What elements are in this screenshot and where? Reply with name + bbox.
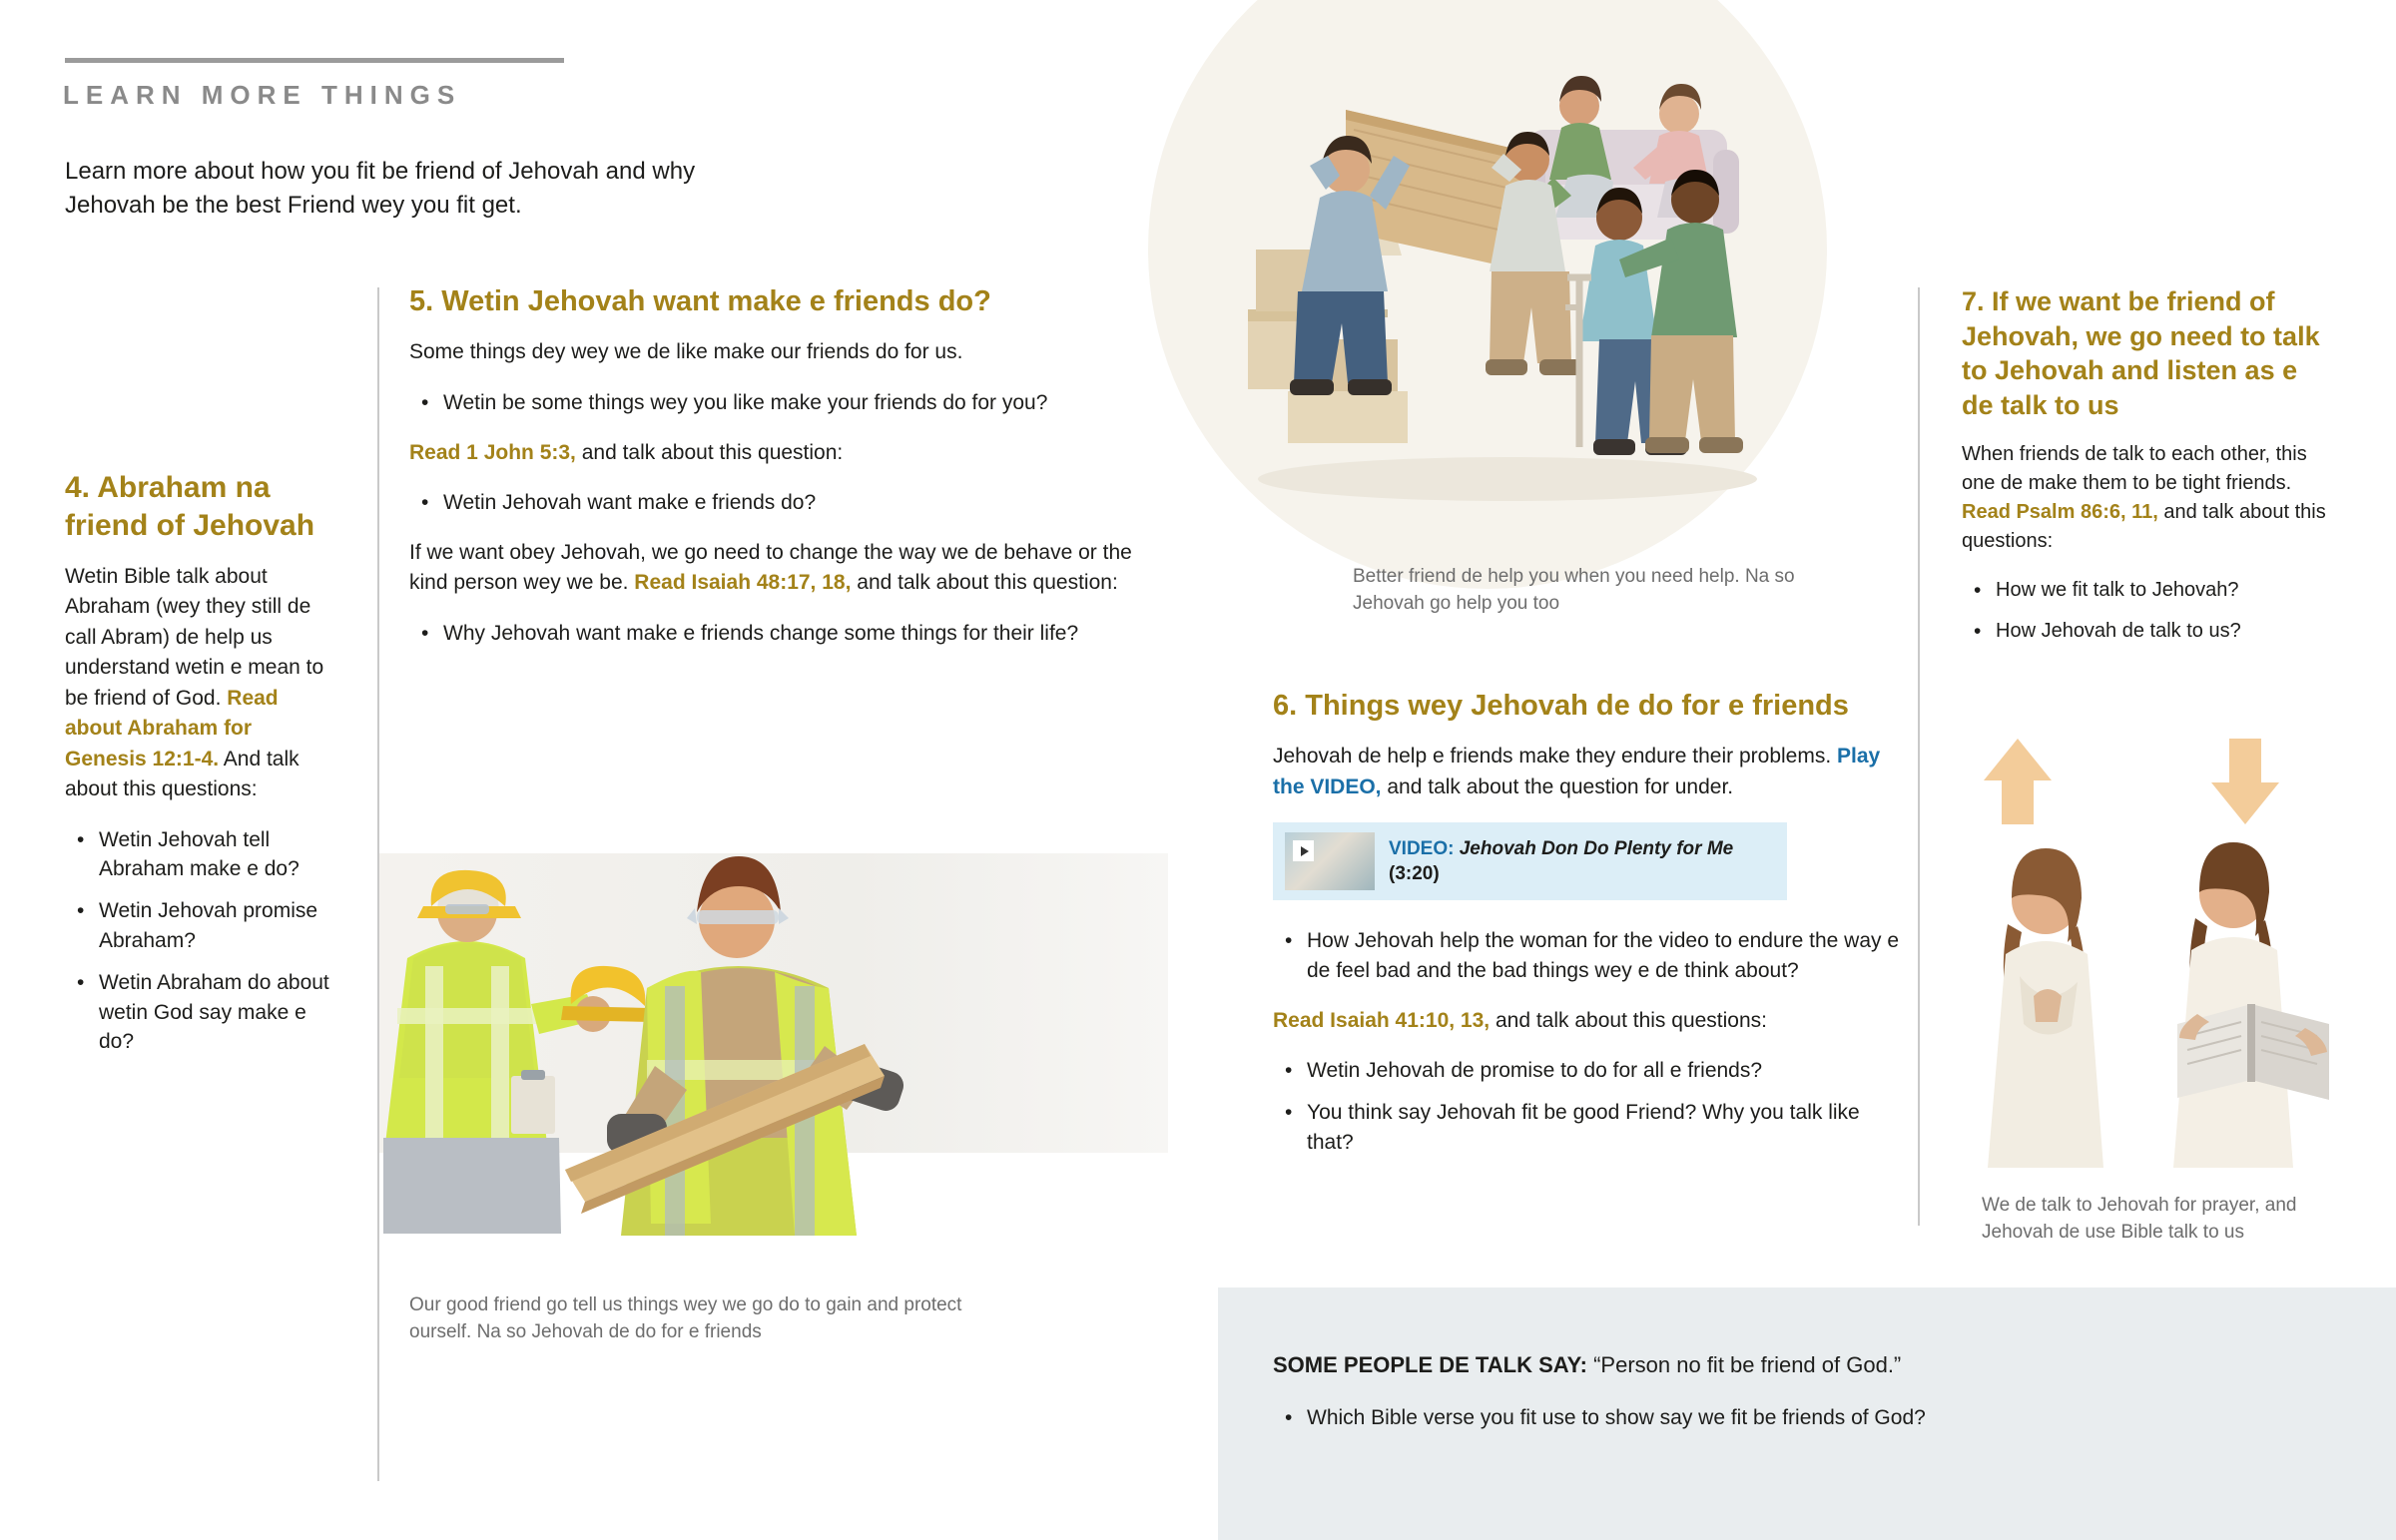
- section-5: [409, 284, 1138, 669]
- caption-prayer: We de talk to Jehovah for prayer, and Jehovah de use Bible talk to us: [1982, 1195, 2297, 1243]
- some-people-say-lead: [1273, 1349, 2331, 1381]
- section-5-para-3-a: If we want obey Jehovah, we go need to change the way we de behave or the kind person wey we be.: [409, 540, 1132, 595]
- illustration-construction-friends: [379, 808, 1168, 1238]
- illustration-prayer-and-bible: [1962, 729, 2361, 1168]
- list-item: • Why Jehovah want make e friends change some things for their life?: [443, 619, 1138, 649]
- section-5-paragraph-1: Some things dey wey we de like make our friends do for us.: [409, 340, 963, 364]
- list-item: • Wetin Jehovah tell Abraham make e do?: [99, 825, 334, 885]
- section-7-question-list: [1962, 576, 2336, 645]
- video-duration: (3:20): [1389, 863, 1440, 885]
- page-kicker: LEARN MORE THINGS: [63, 80, 462, 110]
- section-6: [1273, 689, 1912, 1178]
- some-people-say-quote: “Person no fit be friend of God.”: [1586, 1352, 1902, 1377]
- list-item: • Wetin Abraham do about wetin God say make e do?: [99, 968, 334, 1057]
- section-5-question-list-1: [409, 388, 1138, 418]
- section-4-para-a: Wetin Bible talk about Abraham (wey they still de call Abram) de help us understand wetin e mean to be friend of God.: [65, 565, 324, 710]
- video-title: Jehovah Don Do Plenty for Me: [1459, 837, 1734, 859]
- list-item: • Wetin Jehovah want make e friends do?: [443, 488, 1138, 518]
- video-thumbnail[interactable]: [1285, 832, 1375, 890]
- intro-text: Learn more about how you fit be friend of Jehovah and why Jehovah be the best Friend wey you fit get.: [65, 158, 696, 220]
- some-people-say-label: SOME PEOPLE DE TALK SAY:: [1273, 1352, 1587, 1377]
- section-4-para-b: And talk about this questions:: [65, 747, 300, 801]
- list-item: • Which Bible verse you fit use to show say we fit be friends of God?: [1307, 1403, 2331, 1433]
- section-6-question-list-2: [1273, 1056, 1912, 1157]
- section-7: [1962, 284, 2336, 665]
- section-6-para-1-a: Jehovah de help e friends make they endure their problems.: [1273, 745, 1838, 769]
- caption-friends-helping: Better friend de help you when you need help. Na so Jehovah go help you too: [1353, 566, 1795, 614]
- section-5-para-3-b: and talk about this question:: [851, 571, 1118, 595]
- play-video-link[interactable]: Play the VIDEO,: [1273, 745, 1881, 798]
- some-people-say-block: [1273, 1327, 2331, 1453]
- section-6-para-1-b: and talk about the question for under.: [1381, 774, 1734, 798]
- section-4-scripture-ref[interactable]: Read about Abraham for Genesis 12:1-4.: [65, 686, 279, 770]
- section-7-para-a: When friends de talk to each other, this one de make them to be tight friends.: [1962, 443, 2307, 495]
- list-item: • Wetin Jehovah de promise to do for all e friends?: [1307, 1056, 1912, 1086]
- section-5-paragraph-2: [409, 438, 1138, 468]
- section-5-scripture-ref-2[interactable]: Read Isaiah 48:17, 18,: [634, 571, 852, 595]
- section-4-heading: 4. Abraham na friend of Jehovah: [65, 471, 315, 542]
- section-6-paragraph-1: [1273, 742, 1912, 802]
- video-caption: [1389, 836, 1787, 887]
- section-5-heading: 5. Wetin Jehovah want make e friends do?: [409, 285, 991, 317]
- list-item: • How Jehovah de talk to us?: [1996, 617, 2336, 645]
- section-4-question-list: [65, 825, 334, 1058]
- section-5-question-list-3: [409, 619, 1138, 649]
- list-item: • Wetin Jehovah promise Abraham?: [99, 896, 334, 956]
- list-item: • How we fit talk to Jehovah?: [1996, 576, 2336, 604]
- section-7-scripture-ref[interactable]: Read Psalm 86:6, 11,: [1962, 501, 2158, 524]
- section-6-para-2-rest: and talk about this questions:: [1490, 1008, 1767, 1032]
- section-7-para-b: and talk about this questions:: [1962, 501, 2326, 553]
- section-5-paragraph-3: [409, 538, 1138, 599]
- section-7-paragraph: [1962, 440, 2336, 556]
- column-divider-2: [1918, 287, 1920, 1226]
- list-item: • How Jehovah help the woman for the video to endure the way e de feel bad and the bad things wey e de think about?: [1307, 926, 1912, 986]
- section-6-question-list-1: [1273, 926, 1912, 986]
- section-5-question-list-2: [409, 488, 1138, 518]
- section-5-para-2-rest: and talk about this question:: [575, 440, 844, 464]
- section-4-paragraph: [65, 562, 334, 805]
- list-item: • You think say Jehovah fit be good Friend? Why you talk like that?: [1307, 1098, 1912, 1158]
- section-4: [65, 469, 334, 1077]
- section-6-scripture-ref[interactable]: Read Isaiah 41:10, 13,: [1273, 1008, 1491, 1032]
- video-label: VIDEO:: [1389, 837, 1455, 859]
- bottom-question-list: [1273, 1403, 2331, 1433]
- video-card[interactable]: [1273, 822, 1787, 900]
- section-7-heading: 7. If we want be friend of Jehovah, we go need to talk to Jehovah and listen as e de talk to us: [1962, 286, 2320, 420]
- header-rule: [65, 58, 564, 63]
- section-5-scripture-ref-1[interactable]: Read 1 John 5:3,: [409, 440, 576, 464]
- section-6-heading: 6. Things wey Jehovah de do for e friends: [1273, 690, 1849, 722]
- section-6-paragraph-2: [1273, 1006, 1912, 1036]
- illustration-friends-helping: [1228, 10, 1787, 539]
- play-icon[interactable]: [1293, 840, 1314, 861]
- list-item: • Wetin be some things wey you like make your friends do for you?: [443, 388, 1138, 418]
- caption-construction: Our good friend go tell us things wey we go do to gain and protect ourself. Na so Jehovah de do for e friends: [409, 1294, 962, 1342]
